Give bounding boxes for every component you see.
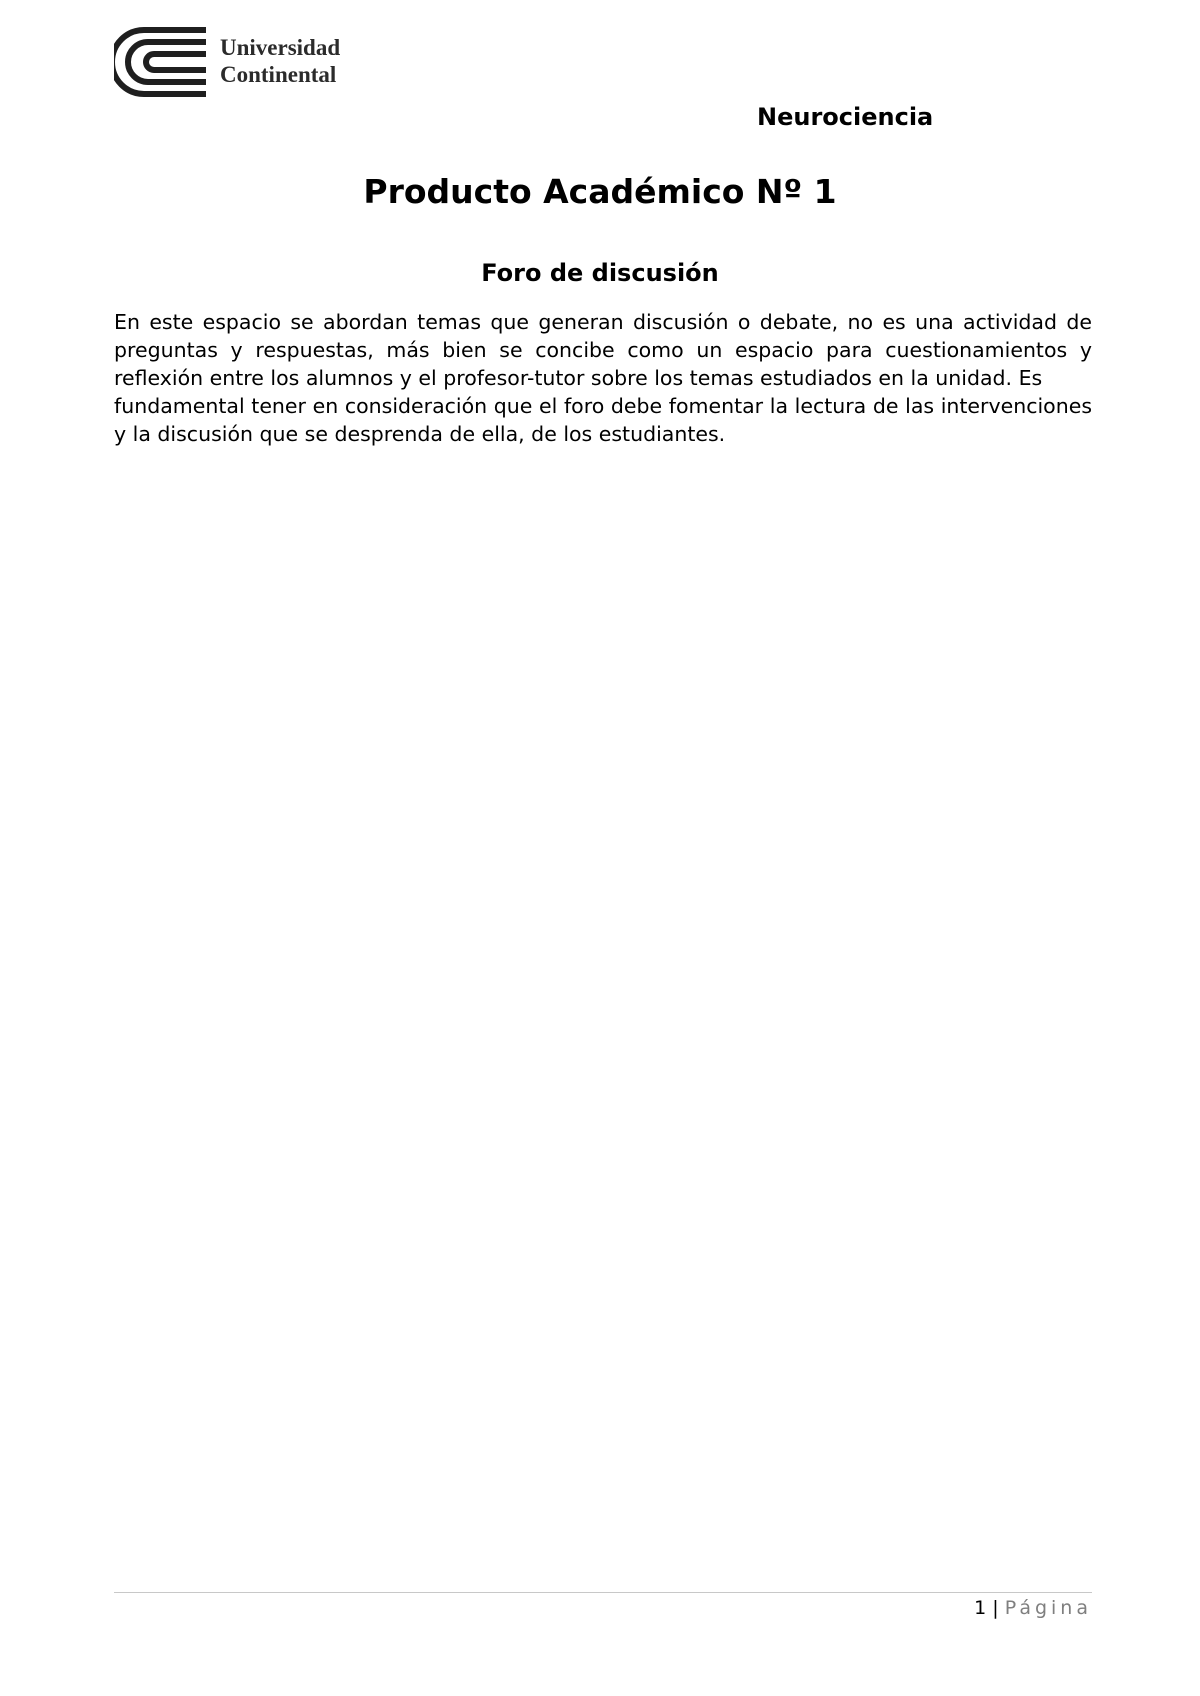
page-label: Página: [1004, 1597, 1092, 1619]
body-text: [114, 308, 1092, 448]
university-logo: [114, 26, 364, 98]
section-subtitle: Foro de discusión: [481, 259, 719, 287]
footer-separator: |: [992, 1597, 999, 1619]
university-logo-emblem: [114, 26, 210, 98]
page-footer: [974, 1597, 1092, 1619]
paragraph-1: En este espacio se abordan temas que generan discusión o debate, no es una actividad de preguntas y respuestas, más bien se concibe como un espacio para cuestionamientos y reflexión entre los alumnos y el profesor-tutor sobre los temas estudiados en la unidad. Es: [114, 310, 1092, 390]
logo-line-2: Continental: [220, 62, 337, 87]
course-name: Neurociencia: [757, 103, 934, 131]
document-title: Producto Académico Nº 1: [363, 172, 837, 211]
paragraph-2: fundamental tener en consideración que el foro debe fomentar la lectura de las intervenciones y la discusión que se desprenda de ella, de los estudiantes.: [114, 394, 1092, 446]
logo-line-1: Universidad: [220, 35, 341, 60]
footer-divider: [114, 1592, 1092, 1593]
page-number: 1: [974, 1597, 987, 1619]
